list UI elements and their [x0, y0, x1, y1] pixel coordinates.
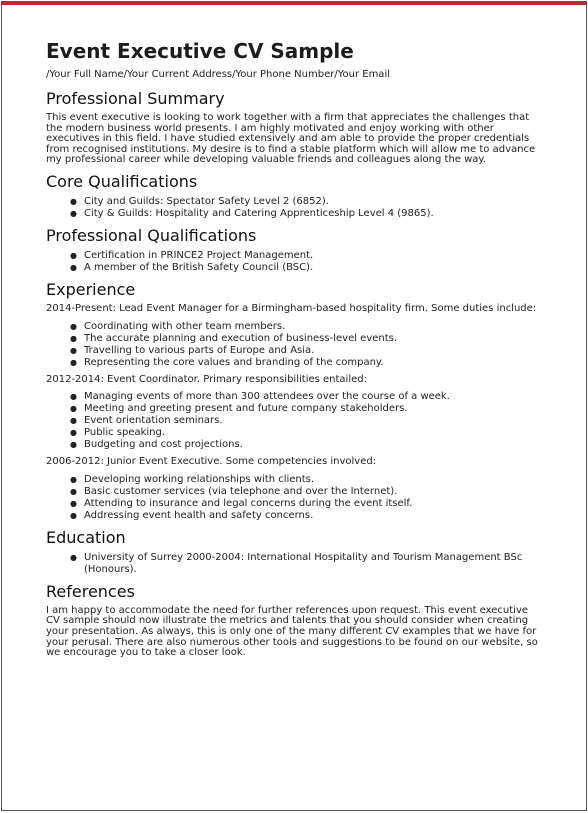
list-item: ● Addressing event health and safety concerns.: [84, 510, 540, 522]
experience-heading: Experience: [46, 279, 136, 299]
summary-heading: Professional Summary: [46, 89, 225, 108]
job-intro: 2012-2014: Event Coordinator. Primary responsibilities entailed:: [46, 373, 367, 385]
education-section: [46, 528, 540, 576]
list-item: ● City & Guilds: Hospitality and Catering Apprenticeship Level 4 (9865).: [84, 208, 540, 220]
job-intro: 2006-2012: Junior Event Executive. Some competencies involved:: [46, 456, 377, 468]
references-section: [46, 582, 540, 659]
professional-section: [46, 226, 540, 274]
list-item: ● Certification in PRINCE2 Project Management.: [84, 250, 540, 262]
core-heading: Core Qualifications: [46, 171, 198, 191]
list-item: ● Budgeting and cost projections.: [84, 439, 540, 451]
list-item: ● Public speaking.: [84, 427, 540, 439]
job-duties-list: [46, 391, 540, 451]
experience-section: [46, 280, 540, 522]
job-intro: 2014-Present: Lead Event Manager for a Birmingham-based hospitality firm. Some duties include:: [46, 302, 537, 314]
summary-section: [46, 89, 540, 166]
professional-heading: Professional Qualifications: [46, 225, 257, 245]
page-title: Event Executive CV Sample: [46, 39, 354, 63]
core-list: [46, 196, 540, 220]
list-item: ● City and Guilds: Spectator Safety Level 2 (6852).: [84, 196, 540, 208]
core-section: [46, 172, 540, 220]
job-duties-list: [46, 321, 540, 369]
job-duties-list: [46, 474, 540, 522]
references-heading: References: [46, 581, 135, 601]
professional-list: [46, 250, 540, 274]
list-item: ● Representing the core values and branding of the company.: [84, 357, 540, 369]
accent-bar: [2, 2, 586, 5]
contact-line: /Your Full Name/Your Current Address/Your Phone Number/Your Email: [46, 69, 390, 80]
list-item: ● Coordinating with other team members.: [84, 321, 540, 333]
list-item: ● Attending to insurance and legal concerns during the event itself.: [84, 498, 540, 510]
summary-text: This event executive is looking to work together with a firm that appreciates the challenges that the modern business world presents. I am highly motivated and enjoy working with other executives in this field. I have studied extensively and am able to provide the proper credentials from recognised institutions. My desire is to find a stable platform which will allow me to advance my professional career while developing valuable friends and colleagues along the way.: [46, 112, 536, 166]
education-heading: Education: [46, 527, 126, 547]
list-item: ● University of Surrey 2000-2004: International Hospitality and Tourism Management BSc (Honours).: [84, 552, 540, 576]
list-item: ● Managing events of more than 300 attendees over the course of a week.: [84, 391, 540, 403]
list-item: ● Meeting and greeting present and future company stakeholders.: [84, 403, 540, 415]
references-text: I am happy to accommodate the need for further references upon request. This event executive CV sample should now illustrate the metrics and talents that you should consider when creating your presentation. As always, this is only one of the many different CV examples that we have for your perusal. There are also numerous other tools and suggestions to be found on our website, so we encourage you to take a closer look.: [46, 604, 538, 659]
list-item: ● Event orientation seminars.: [84, 415, 540, 427]
list-item: ● The accurate planning and execution of business-level events.: [84, 333, 540, 345]
cv-page: [1, 1, 587, 811]
list-item: ● Basic customer services (via telephone and over the Internet).: [84, 486, 540, 498]
list-item: ● A member of the British Safety Council (BSC).: [84, 262, 540, 274]
cv-content: [46, 39, 540, 665]
list-item: ● Travelling to various parts of Europe and Asia.: [84, 345, 540, 357]
list-item: ● Developing working relationships with clients.: [84, 474, 540, 486]
education-list: [46, 552, 540, 576]
